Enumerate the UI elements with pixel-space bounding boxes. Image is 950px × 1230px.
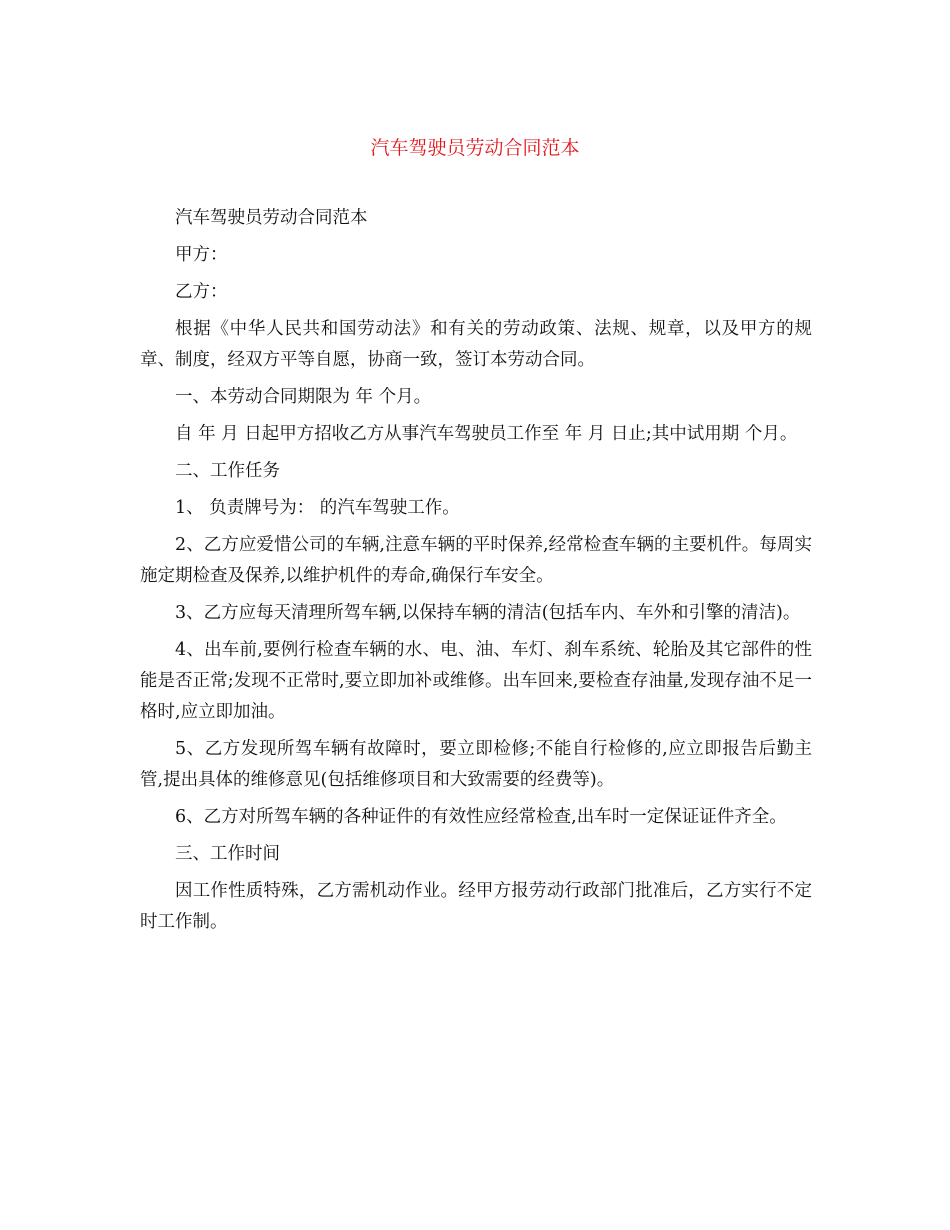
party-b-line: 乙方： xyxy=(175,282,228,302)
term-dates-paragraph: 自 年 月 日起甲方招收乙方从事汽车驾驶员工作至 年 月 日止;其中试用期 个月。 xyxy=(175,424,798,444)
document-title: 汽车驾驶员劳动合同范本 xyxy=(370,137,580,159)
task-item-4: 4、出车前,要例行检查车辆的水、电、油、车灯、刹车系统、轮胎及其它部件的性能是否正常;发现不正常时,要立即加补或维修。出车回来,要检查存油量,发现存油不足一格时,应立即加油。 xyxy=(140,640,812,722)
task-item-6: 6、乙方对所驾车辆的各种证件的有效性应经常检查,出车时一定保证证件齐全。 xyxy=(175,807,787,827)
work-hours-paragraph: 因工作性质特殊，乙方需机动作业。经甲方报劳动行政部门批准后，乙方实行不定时工作制。 xyxy=(140,881,812,932)
party-a-line: 甲方： xyxy=(175,245,228,265)
task-item-3: 3、乙方应每天清理所驾车辆,以保持车辆的清洁(包括车内、车外和引擎的清洁)。 xyxy=(175,603,801,623)
task-item-2: 2、乙方应爱惜公司的车辆,注意车辆的平时保养,经常检查车辆的主要机件。每周实施定期检查及保养,以维护机件的寿命,确保行车安全。 xyxy=(140,535,812,586)
section-2-heading: 二、工作任务 xyxy=(175,461,280,481)
section-3-heading: 三、工作时间 xyxy=(175,844,280,864)
paragraph-heading: 汽车驾驶员劳动合同范本 xyxy=(175,208,368,228)
preamble-paragraph: 根据《中华人民共和国劳动法》和有关的劳动政策、法规、规章，以及甲方的规章、制度，经双方平等自愿，协商一致，签订本劳动合同。 xyxy=(140,319,812,370)
task-item-5: 5、乙方发现所驾车辆有故障时，要立即检修;不能自行检修的,应立即报告后勤主管,提出具体的维修意见(包括维修项目和大致需要的经费等)。 xyxy=(140,739,812,790)
document-body xyxy=(140,203,812,944)
section-1-term: 一、本劳动合同期限为 年 个月。 xyxy=(175,387,432,407)
task-item-1: 1、 负责牌号为： 的汽车驾驶工作。 xyxy=(175,498,460,518)
